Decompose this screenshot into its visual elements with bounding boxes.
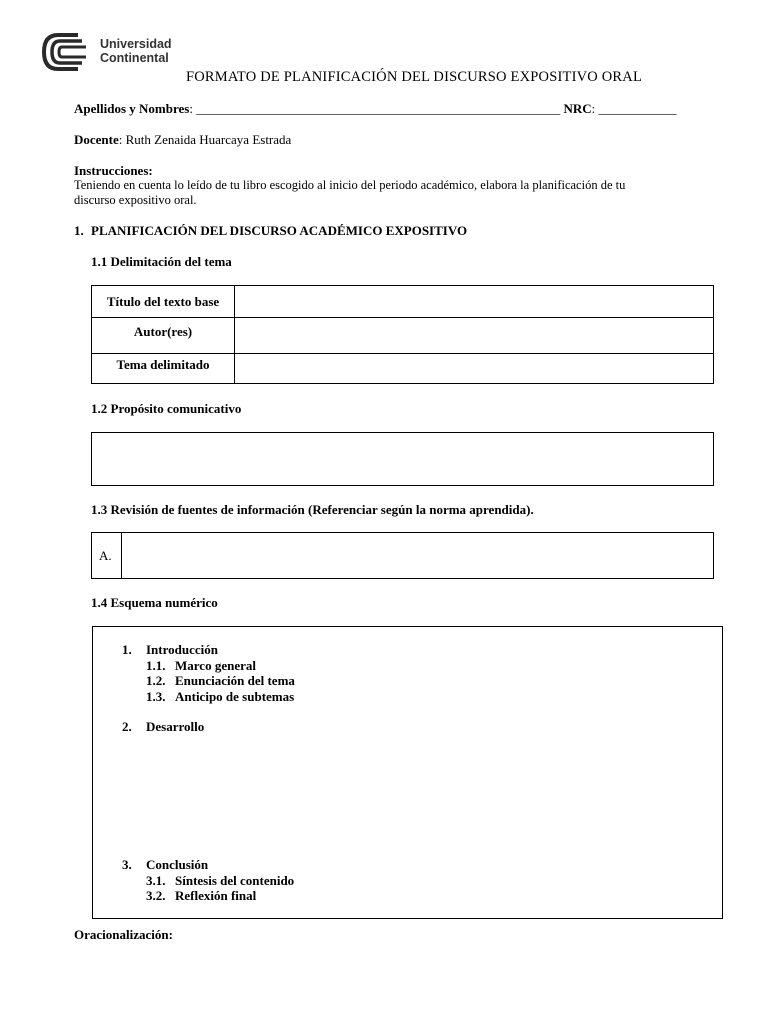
- outline-concl-item: [122, 888, 294, 904]
- table-row: [92, 318, 714, 354]
- nrc-label: NRC: [563, 101, 592, 116]
- outline-item-text: Anticipo de subtemas: [175, 688, 295, 704]
- outline-development: [122, 719, 204, 735]
- table-input-title[interactable]: [235, 286, 714, 318]
- instructions-block: [74, 163, 724, 208]
- instructions-heading: Instrucciones:: [74, 163, 153, 178]
- nrc-blank[interactable]: : ____________: [591, 101, 677, 116]
- section-1-title: PLANIFICACIÓN DEL DISCURSO ACADÉMICO EXPOSITIVO: [91, 223, 468, 238]
- outline-item-number: 1.2.: [146, 673, 166, 688]
- outline-intro-heading: [122, 642, 295, 658]
- subsection-1-1-heading: 1.1 Delimitación del tema: [91, 254, 232, 269]
- source-label-a: A.: [92, 533, 122, 578]
- section-1-heading: [74, 223, 467, 239]
- outline-item-text: Enunciación del tema: [175, 673, 295, 688]
- outline-item-number: 1.3.: [146, 688, 166, 704]
- outline-concl-heading: [122, 857, 294, 873]
- student-blank[interactable]: : ________________________________________________________: [189, 101, 561, 116]
- instructions-line-2: discurso expositivo oral.: [74, 193, 197, 207]
- purpose-box[interactable]: [91, 432, 714, 486]
- table-label-author: Autor(res): [92, 318, 235, 354]
- outline-dev-number: 2.: [122, 719, 132, 734]
- student-label: Apellidos y Nombres: [74, 101, 190, 116]
- topic-table: [91, 285, 714, 384]
- source-input-a[interactable]: [122, 533, 713, 578]
- university-logo: [42, 33, 182, 73]
- outline-concl-item: [122, 873, 294, 889]
- section-1-number: 1.: [74, 223, 84, 238]
- table-row: [92, 286, 714, 318]
- outline-intro-item: [122, 673, 295, 689]
- table-label-title: Título del texto base: [92, 286, 235, 318]
- outline-intro: [122, 642, 295, 704]
- document-title: FORMATO DE PLANIFICACIÓN DEL DISCURSO EXPOSITIVO ORAL: [185, 69, 643, 85]
- instructions-line-1: Teniendo en cuenta lo leído de tu libro escogido al inicio del periodo académico, elabora la planificación de tu: [74, 178, 626, 192]
- outline-conclusion: [122, 857, 294, 904]
- docente-line: [74, 132, 291, 148]
- logo-line-2: Continental: [100, 51, 169, 65]
- outline-intro-number: 1.: [122, 642, 132, 657]
- outline-dev-label: Desarrollo: [146, 719, 205, 734]
- outline-intro-label: Introducción: [146, 642, 218, 657]
- logo-line-1: Universidad: [100, 37, 172, 51]
- outline-item-number: 3.1.: [146, 872, 166, 888]
- sources-box: [91, 532, 714, 579]
- outline-box[interactable]: [92, 626, 723, 919]
- table-row: [92, 354, 714, 384]
- student-line: [74, 101, 677, 117]
- subsection-1-3-heading: 1.3 Revisión de fuentes de información (Referenciar según la norma aprendida).: [91, 502, 534, 517]
- docente-value: : Ruth Zenaida Huarcaya Estrada: [118, 132, 292, 147]
- outline-item-text: Síntesis del contenido: [175, 872, 295, 888]
- subsection-1-4-heading: 1.4 Esquema numérico: [91, 595, 218, 610]
- outline-item-number: 1.1.: [146, 657, 166, 673]
- table-input-topic[interactable]: [235, 354, 714, 384]
- continental-logo-icon: [42, 33, 94, 71]
- outline-item-text: Marco general: [175, 657, 256, 673]
- oracionalizacion-heading: Oracionalización:: [74, 927, 173, 942]
- subsection-1-2-heading: 1.2 Propósito comunicativo: [91, 401, 242, 416]
- table-label-topic: Tema delimitado: [92, 354, 235, 384]
- outline-intro-item: [122, 658, 295, 674]
- outline-item-text: Reflexión final: [175, 888, 257, 903]
- outline-item-number: 3.2.: [146, 888, 166, 903]
- outline-concl-label: Conclusión: [146, 857, 209, 872]
- docente-label: Docente: [74, 132, 119, 147]
- table-input-author[interactable]: [235, 318, 714, 354]
- outline-concl-number: 3.: [122, 857, 132, 872]
- outline-intro-item: [122, 689, 295, 705]
